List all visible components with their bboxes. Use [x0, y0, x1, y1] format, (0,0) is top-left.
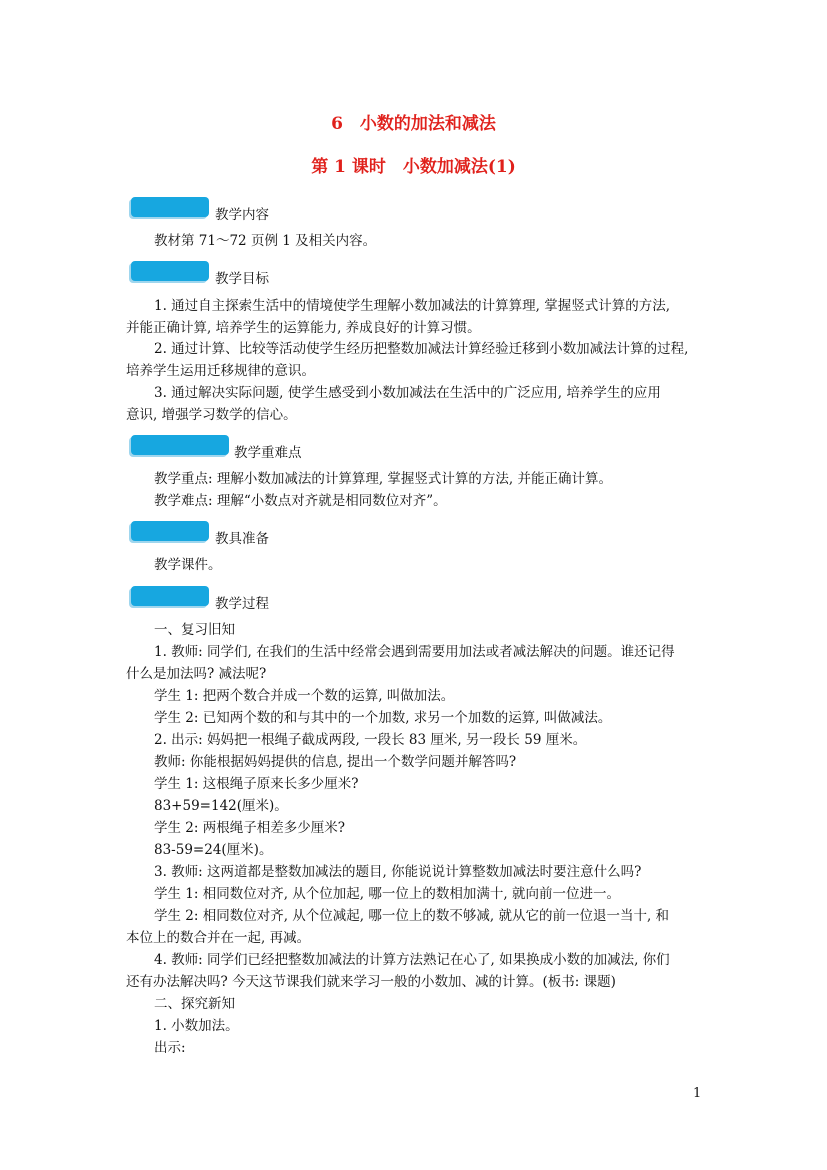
- process-line: 还有办法解决吗? 今天这节课我们就来学习一般的小数加、减的计算。(板书: 课题): [126, 974, 616, 990]
- goal-2-line-1: 2. 通过计算、比较等活动使学生经历把整数加减法计算经验迁移到小数加减法计算的过程,: [154, 341, 689, 357]
- process-line: 教师: 你能根据妈妈提供的信息, 提出一个数学问题并解答吗?: [154, 754, 517, 770]
- section-badge-content: [131, 197, 209, 217]
- process-line: 3. 教师: 这两道都是整数加减法的题目, 你能说说计算整数加减法时要注意什么吗?: [154, 864, 642, 880]
- chapter-title: 6 小数的加法和减法: [331, 114, 496, 134]
- section-badge-process: [131, 586, 209, 606]
- page-number: 1: [693, 1086, 702, 1101]
- section-label-goals: 教学目标: [215, 271, 269, 287]
- process-line: 学生 2: 已知两个数的和与其中的一个加数, 求另一个加数的运算, 叫做减法。: [154, 710, 612, 726]
- process-line: 1. 教师: 同学们, 在我们的生活中经常会遇到需要用加法或者减法解决的问题。谁还记得: [154, 644, 675, 660]
- lesson-title: 第 1 课时 小数加减法(1): [311, 157, 516, 177]
- process-line: 学生 2: 两根绳子相差多少厘米?: [154, 820, 345, 836]
- process-line: 学生 2: 相同数位对齐, 从个位减起, 哪一位上的数不够减, 就从它的前一位退一当十, 和: [154, 908, 670, 924]
- goal-3-line-1: 3. 通过解决实际问题, 使学生感受到小数加减法在生活中的广泛应用, 培养学生的应用: [154, 385, 661, 401]
- process-line: 什么是加法吗? 减法呢?: [126, 666, 267, 682]
- section-label-content: 教学内容: [215, 207, 269, 223]
- goal-1-line-2: 并能正确计算, 培养学生的运算能力, 养成良好的计算习惯。: [126, 320, 481, 336]
- section-badge-goals: [131, 261, 209, 281]
- process-line: 学生 1: 相同数位对齐, 从个位加起, 哪一位上的数相加满十, 就向前一位进一。: [154, 886, 620, 902]
- process-line: 4. 教师: 同学们已经把整数加减法的计算方法熟记在心了, 如果换成小数的加减法, 你们: [154, 952, 670, 968]
- process-line: 出示:: [154, 1040, 186, 1056]
- section-badge-tools: [131, 521, 209, 541]
- teaching-difficulty: 教学难点: 理解“小数点对齐就是相同数位对齐”。: [154, 493, 447, 509]
- content-text: 教材第 71～72 页例 1 及相关内容。: [154, 233, 377, 249]
- process-line: 83-59=24(厘米)。: [154, 842, 273, 858]
- goal-3-line-2: 意识, 增强学习数学的信心。: [126, 407, 297, 423]
- process-line: 一、复习旧知: [154, 622, 235, 638]
- goal-1-line-1: 1. 通过自主探索生活中的情境使学生理解小数加减法的计算算理, 掌握竖式计算的方法,: [154, 298, 671, 314]
- tools-text: 教学课件。: [154, 557, 222, 573]
- section-badge-keypoints: [131, 435, 229, 455]
- section-label-keypoints: 教学重难点: [234, 445, 302, 461]
- section-label-process: 教学过程: [215, 596, 269, 612]
- process-line: 学生 1: 这根绳子原来长多少厘米?: [154, 776, 359, 792]
- process-line: 83+59=142(厘米)。: [154, 798, 288, 814]
- process-line: 本位上的数合并在一起, 再减。: [126, 930, 311, 946]
- process-line: 二、探究新知: [154, 996, 235, 1012]
- goal-2-line-2: 培养学生运用迁移规律的意识。: [126, 363, 315, 379]
- process-line: 2. 出示: 妈妈把一根绳子截成两段, 一段长 83 厘米, 另一段长 59 厘米。: [154, 732, 587, 748]
- section-label-tools: 教具准备: [215, 531, 269, 547]
- process-line: 1. 小数加法。: [154, 1018, 239, 1034]
- teaching-focus: 教学重点: 理解小数加减法的计算算理, 掌握竖式计算的方法, 并能正确计算。: [154, 471, 613, 487]
- process-line: 学生 1: 把两个数合并成一个数的运算, 叫做加法。: [154, 688, 455, 704]
